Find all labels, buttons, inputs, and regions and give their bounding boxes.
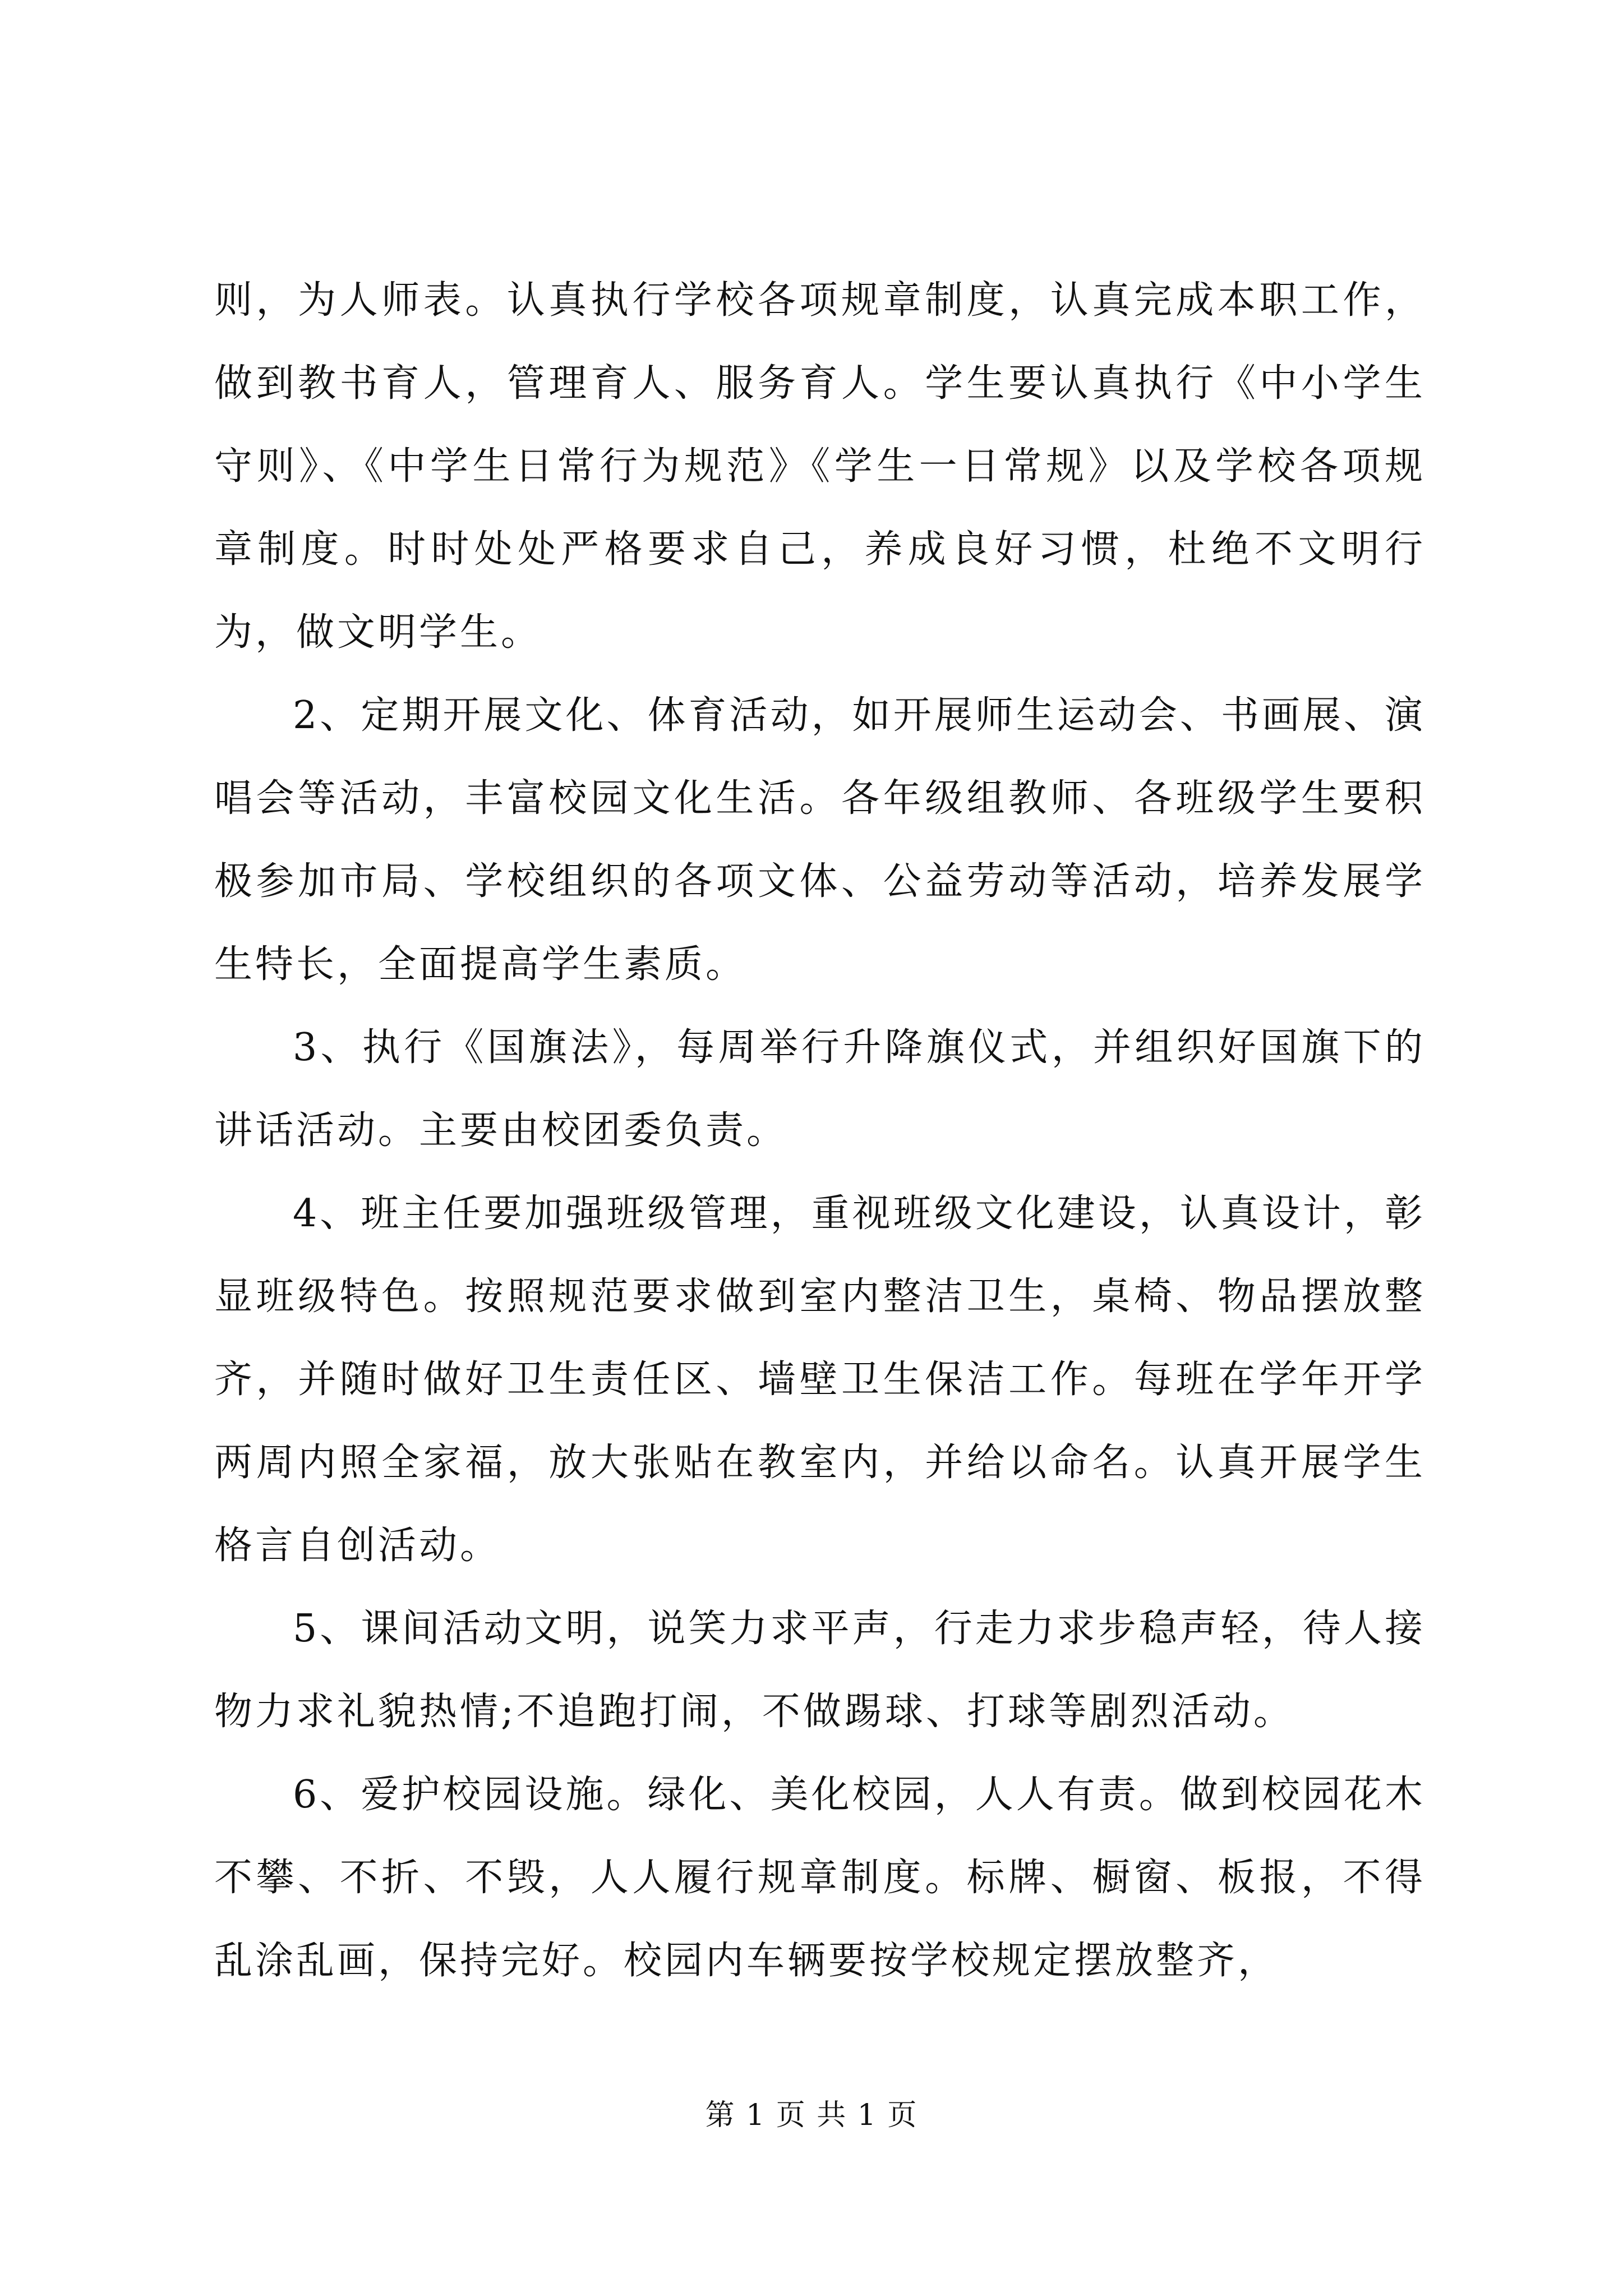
paragraph-item-3: 3、执行《国旗法》，每周举行升降旗仪式，并组织好国旗下的讲话活动。主要由校团委负责。: [214, 1025, 1426, 1153]
page-footer: 第 1 页 共 1 页: [705, 2099, 918, 2132]
paragraph-item-4: 4、班主任要加强班级管理，重视班级文化建设，认真设计，彰显班级特色。按照规范要求做到室内整洁卫生，桌椅、物品摆放整齐，并随时做好卫生责任区、墙壁卫生保洁工作。每班在学年开学两周内照全家福，放大张贴在教室内，并给以命名。认真开展学生格言自创活动。: [214, 1191, 1426, 1568]
paragraph-item-2: 2、定期开展文化、体育活动，如开展师生运动会、书画展、演唱会等活动，丰富校园文化生活。各年级组教师、各班级学生要积极参加市局、学校组织的各项文体、公益劳动等活动，培养发展学生特长，全面提高学生素质。: [214, 693, 1426, 987]
paragraph-item-6: 6、爱护校园设施。绿化、美化校园，人人有责。做到校园花木不攀、不折、不毁，人人履行规章制度。标牌、橱窗、板报，不得乱涂乱画，保持完好。校园内车辆要按学校规定摆放整齐，: [214, 1773, 1426, 1983]
document-body: [214, 259, 1426, 2003]
paragraph-item-5: 5、课间活动文明，说笑力求平声，行走力求步稳声轻，待人接物力求礼貌热情;不追跑打闹，不做踢球、打球等剧烈活动。: [214, 1607, 1426, 1734]
paragraph-continued: 则，为人师表。认真执行学校各项规章制度，认真完成本职工作，做到教书育人，管理育人、服务育人。学生要认真执行《中小学生守则》、《中学生日常行为规范》《学生一日常规》以及学校各项规章制度。时时处处严格要求自己，养成良好习惯，杜绝不文明行为，做文明学生。: [214, 278, 1426, 655]
